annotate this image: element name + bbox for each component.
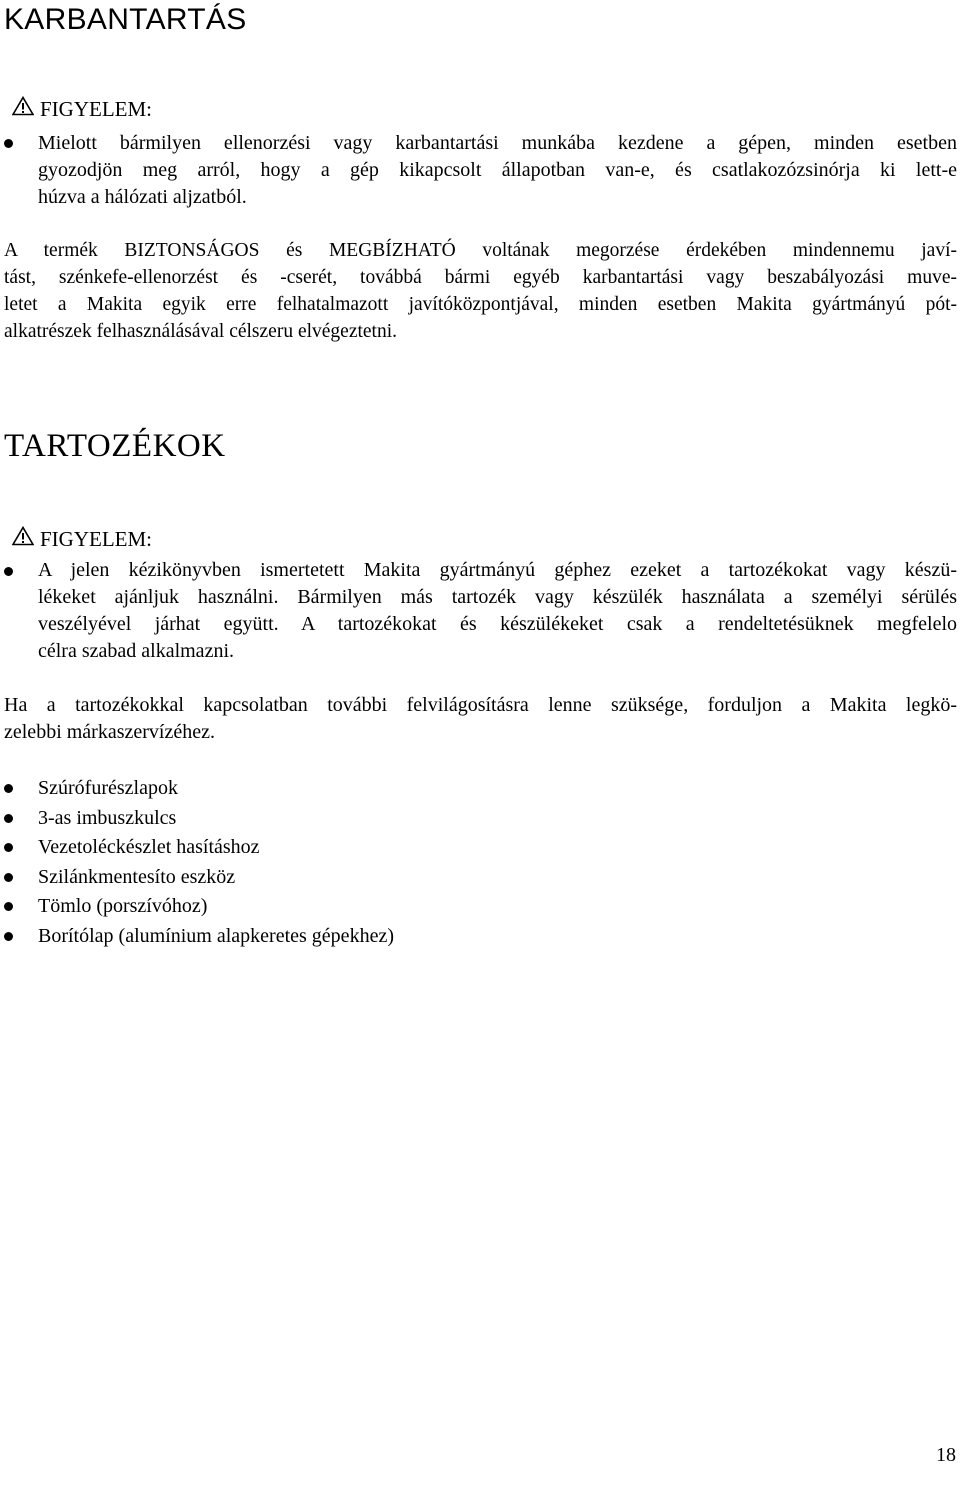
list-item (0, 775, 700, 805)
text-line: veszélyével járhat együtt. A tartozékokat és készülékeket csak a rendeltetésüknek megfelelo (38, 613, 957, 635)
list-item (0, 893, 700, 923)
list-item-label: Szilánkmentesíto eszköz (38, 865, 236, 888)
list-item (0, 923, 700, 953)
accessories-warning-text (38, 557, 957, 665)
bullet (4, 843, 13, 852)
section-title: TARTOZÉKOK (4, 428, 226, 464)
page-title: KARBANTARTÁS (4, 3, 247, 36)
list-item-label: Szúrófurészlapok (38, 777, 178, 799)
warning-triangle-icon (12, 96, 40, 122)
text-line: Mielott bármilyen ellenorzési vagy karbantartási munkába kezdene a gépen, minden esetben (38, 132, 957, 154)
text-line: lékeket ajánljuk használni. Bármilyen más tartozék vagy készülék használata a személyi sérülés (38, 586, 957, 608)
bullet (4, 902, 13, 911)
text-line: Ha a tartozékokkal kapcsolatban további felvilágosításra lenne szüksége, forduljon a Makita legkö- (4, 694, 957, 716)
text-line: letet a Makita egyik erre felhatalmazott javítóközpontjával, minden esetben Makita gyártmányú pót- (4, 294, 957, 315)
bullet (4, 932, 13, 941)
text-line: célra szabad alkalmazni. (38, 640, 234, 662)
list-item-label: Borítólap (alumínium alapkeretes gépekhez) (38, 924, 394, 947)
text-line: alkatrészek felhasználásával célszeru elvégeztetni. (4, 321, 398, 342)
list-item-label: Vezetoléckészlet hasításhoz (38, 836, 260, 858)
page-number: 18 (936, 1444, 956, 1466)
bullet (4, 873, 13, 882)
warning-triangle-icon (12, 526, 40, 552)
text-line: tást, szénkefe-ellenorzést és -cserét, továbbá bármi egyéb karbantartási vagy beszabályozási muve- (4, 267, 957, 288)
list-item-label: Tömlo (porszívóhoz) (38, 895, 208, 917)
bullet (4, 139, 13, 148)
accessories-info-paragraph (4, 692, 957, 746)
text-line: A jelen kézikönyvben ismertetett Makita gyártmányú géphez ezeket a tartozékokat vagy készü- (38, 559, 957, 581)
text-line: A termék BIZTONSÁGOS és MEGBÍZHATÓ voltának megorzése érdekében mindennemu javí- (4, 240, 957, 261)
accessories-list (0, 775, 700, 952)
bullet (4, 814, 13, 823)
text-line: húzva a hálózati aljzatból. (38, 186, 247, 208)
warning-label: FIGYELEM: (40, 96, 152, 121)
bullet (4, 784, 13, 793)
list-item (0, 805, 700, 835)
list-item-label: 3-as imbuszkulcs (38, 806, 177, 829)
maintenance-paragraph (4, 237, 957, 345)
list-item (0, 834, 700, 864)
maintenance-warning-text (38, 130, 957, 211)
list-item (0, 864, 700, 894)
maintenance-warning-heading (12, 96, 152, 122)
warning-label: FIGYELEM: (40, 526, 152, 551)
accessories-warning-heading (12, 526, 152, 552)
bullet (4, 567, 13, 576)
text-line: zelebbi márkaszervízéhez. (4, 721, 215, 743)
text-line: gyozodjön meg arról, hogy a gép kikapcsolt állapotban van-e, és csatlakozózsinórja ki lett-e (38, 159, 957, 181)
